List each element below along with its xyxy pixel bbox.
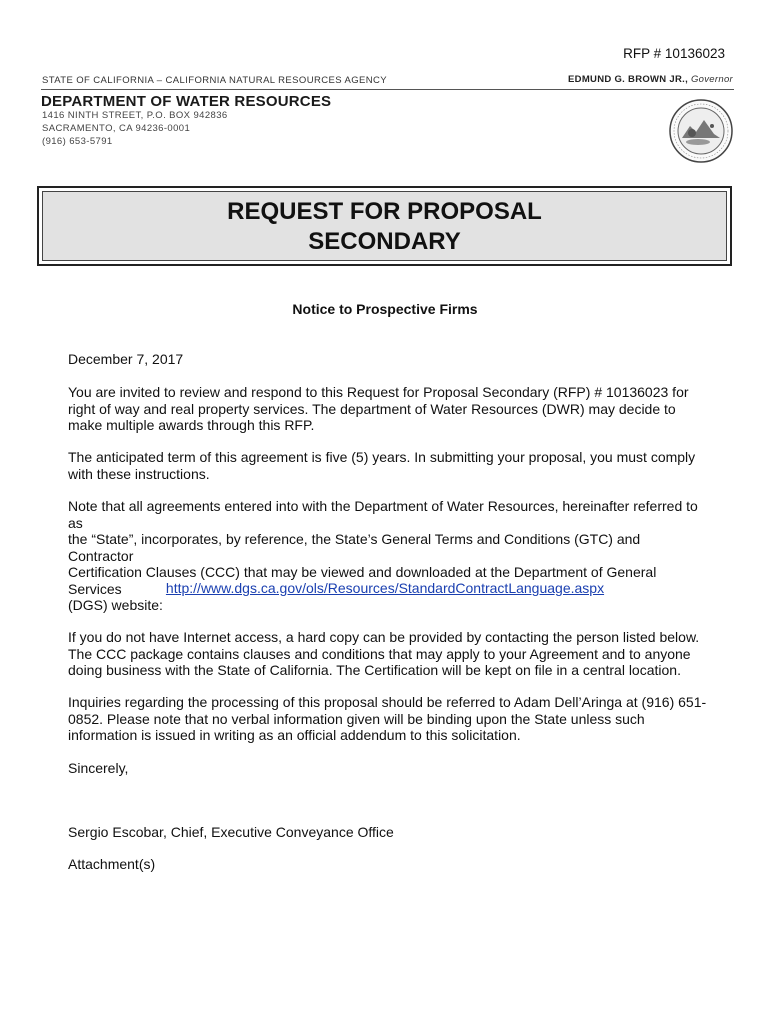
address-line-3: (916) 653-5791 xyxy=(42,136,113,147)
paragraph-line: If you do not have Internet access, a hard copy can be provided by contacting the person listed below. xyxy=(68,629,700,645)
paragraph-agreements xyxy=(68,498,708,614)
paragraph-term xyxy=(68,449,708,482)
title-line-2: SECONDARY xyxy=(308,228,461,255)
title-box xyxy=(37,186,732,266)
paragraph-line: information is issued in writing as an official addendum to this solicitation. xyxy=(68,727,521,743)
state-seal-icon xyxy=(668,98,734,164)
paragraph-line: The anticipated term of this agreement is five (5) years. In submitting your proposal, you must comply xyxy=(68,449,696,465)
paragraph-line: (DGS) website: xyxy=(68,597,163,613)
paragraph-invitation xyxy=(68,384,708,434)
paragraph-line: doing business with the State of California. The Certification will be kept on file in a central location. xyxy=(68,662,681,678)
paragraph-line: right of way and real property services. The department of Water Resources (DWR) may decide to xyxy=(68,400,676,417)
paragraph-line: 0852. Please note that no verbal information given will be binding upon the State unless such xyxy=(68,710,645,727)
address-line-2: SACRAMENTO, CA 94236-0001 xyxy=(42,123,191,134)
title-panel xyxy=(42,191,727,261)
agency-line: STATE OF CALIFORNIA – CALIFORNIA NATURAL RESOURCES AGENCY xyxy=(42,75,387,86)
signature: Sergio Escobar, Chief, Executive Conveyance Office xyxy=(68,824,394,840)
department-name: DEPARTMENT OF WATER RESOURCES xyxy=(41,93,332,110)
address-line-1: 1416 NINTH STREET, P.O. BOX 942836 xyxy=(42,110,228,121)
governor-title: Governor xyxy=(690,74,733,85)
notice-heading: Notice to Prospective Firms xyxy=(292,301,478,317)
paragraph-line: Note that all agreements entered into with the Department of Water Resources, hereinafter referred to as xyxy=(68,498,698,531)
letter-date: December 7, 2017 xyxy=(68,351,184,367)
letterhead-divider xyxy=(41,89,734,90)
paragraph-line: The CCC package contains clauses and conditions that may apply to your Agreement and to anyone xyxy=(68,645,691,662)
paragraph-line: the “State”, incorporates, by reference, the State’s General Terms and Conditions (GTC) and Contractor xyxy=(68,531,641,564)
paragraph-line: Certification Clauses (CCC) that may be viewed and downloaded at the Department of General Services xyxy=(68,564,657,597)
title-line-1: REQUEST FOR PROPOSAL xyxy=(227,198,542,225)
rfp-number: RFP # 10136023 xyxy=(623,46,725,61)
governor-line xyxy=(568,74,733,85)
attachments: Attachment(s) xyxy=(68,856,156,872)
closing: Sincerely, xyxy=(68,760,129,776)
paragraph-line: Inquiries regarding the processing of this proposal should be referred to Adam Dell’Aringa at (916) 651- xyxy=(68,694,707,710)
paragraph-inquiries xyxy=(68,694,708,744)
paragraph-hard-copy xyxy=(68,629,708,679)
paragraph-line: You are invited to review and respond to this Request for Proposal Secondary (RFP) # 10136023 for xyxy=(68,384,689,400)
paragraph-line: make multiple awards through this RFP. xyxy=(68,417,315,433)
paragraph-line: with these instructions. xyxy=(68,465,210,482)
dgs-website-link[interactable]: http://www.dgs.ca.gov/ols/Resources/StandardContractLanguage.aspx xyxy=(165,580,605,596)
governor-name: EDMUND G. BROWN JR., xyxy=(568,74,689,85)
